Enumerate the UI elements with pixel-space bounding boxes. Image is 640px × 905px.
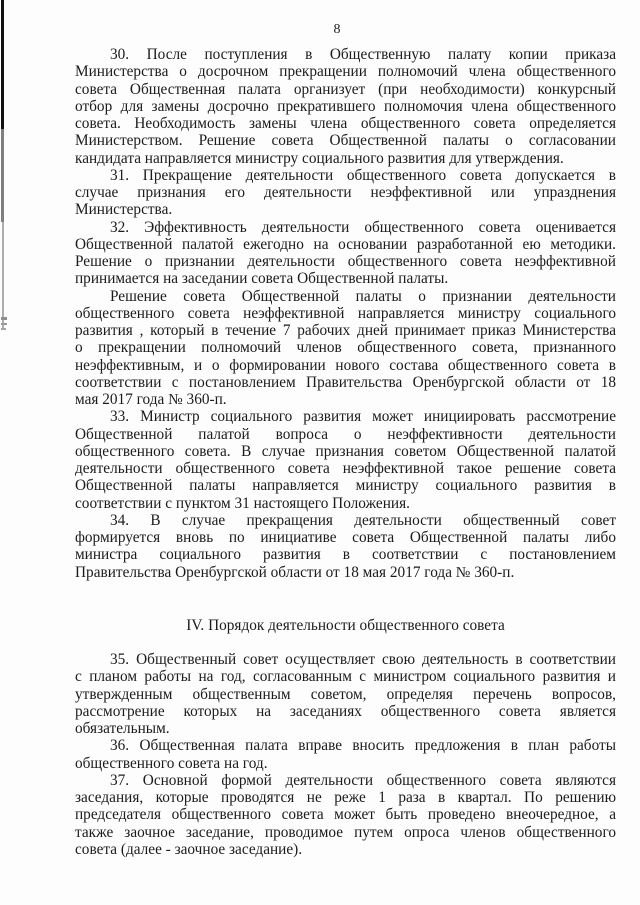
- text-line: 36. Общественная палата вправе вносить предложения в план работы: [110, 737, 616, 755]
- text-line: 35. Общественный совет осуществляет свою деятельность в соответствии: [110, 651, 616, 668]
- text-line: 33. Министр социального развития может инициировать рассмотрение: [110, 408, 616, 426]
- text-line: принимается на заседании совета Общественной палаты.: [75, 270, 449, 288]
- paragraph: [75, 288, 616, 409]
- text-line: председателя общественного совета может быть проведено внеочередное, а: [75, 806, 616, 824]
- text-line: 34. В случае прекращения деятельности общественный совет: [110, 511, 616, 529]
- scan-edge-tick: [1, 317, 7, 320]
- scan-edge-tick: [1, 323, 7, 325]
- text-line: отбор для замены досрочно прекратившего полномочия члена общественного: [75, 97, 616, 115]
- text-line: утвержденным общественным советом, определяя перечень вопросов,: [75, 685, 616, 703]
- text-line: 32. Эффективность деятельности общественного совета оценивается: [110, 218, 616, 236]
- paragraph: [75, 772, 616, 858]
- text-line: Общественной палатой вопроса о неэффективности деятельности: [75, 425, 616, 443]
- text-line: деятельности общественного совета неэффективной такое решение совета: [75, 460, 616, 477]
- page-number: 8: [333, 22, 341, 37]
- text-line: случае признания его деятельности неэффективной или упразднения: [75, 184, 616, 201]
- text-line: общественного совета на год.: [75, 754, 268, 772]
- text-content: [75, 46, 616, 858]
- text-line: мая 2017 года № 360-п.: [75, 391, 227, 408]
- paragraph: [75, 512, 616, 581]
- text-line: обязательным.: [75, 720, 170, 737]
- text-line: совета (далее - заочное заседание).: [75, 840, 303, 858]
- text-line: 31. Прекращение деятельности общественного совета допускается в: [110, 166, 616, 184]
- text-line: неэффективным, и о формировании нового состава общественного совета в: [75, 356, 616, 374]
- text-line: соответствии с пунктом 31 настоящего Положения.: [75, 494, 410, 512]
- text-line: совета Общественная палата организует (при необходимости) конкурсный: [75, 80, 616, 98]
- paragraph: [75, 167, 616, 219]
- paragraph: [75, 737, 616, 772]
- text-line: с планом работы на год, согласованным с министром социального развития и: [75, 668, 616, 686]
- text-line: кандидата направляется министру социального развития для утверждения.: [75, 149, 564, 167]
- section-heading: IV. Порядок деятельности общественного совета: [186, 616, 505, 634]
- text-line: министра социального развития в соответствии с постановлением: [75, 546, 616, 564]
- text-line: Министерством. Решение совета Общественной палаты о согласовании: [75, 132, 616, 150]
- text-line: развития , который в течение 7 рабочих дней принимает приказ Министерства: [75, 322, 616, 339]
- text-line: о прекращении полномочий членов общественного совета, признанного: [75, 339, 616, 357]
- text-line: Решение о признании деятельности общественного совета неэффективной: [75, 253, 616, 270]
- text-line: также заочное заседание, проводимое путем опроса членов общественного: [75, 823, 616, 841]
- text-line: Министерства о досрочном прекращении полномочий члена общественного: [75, 63, 616, 81]
- paragraph: [75, 408, 616, 512]
- scan-edge-artifact: [1, 0, 4, 129]
- paragraph: [75, 651, 616, 737]
- text-line: Правительства Оренбургской области от 18 мая 2017 года № 360-п.: [75, 563, 515, 581]
- text-line: совета. Необходимость замены члена общественного совета определяется: [75, 115, 616, 132]
- scan-edge-tick: [1, 328, 6, 330]
- text-line: Решение совета Общественной палаты о признании деятельности: [110, 287, 616, 305]
- text-line: заседания, которые проводятся не реже 1 раза в квартал. По решению: [75, 789, 616, 806]
- text-line: общественного совета. В случае признания советом Общественной палатой: [75, 442, 616, 460]
- scan-edge-artifact: [2, 222, 4, 328]
- text-line: формируется вновь по инициативе совета Общественной палаты либо: [75, 529, 616, 546]
- text-line: рассмотрение которых на заседаниях общественного совета является: [75, 702, 616, 720]
- text-line: соответствии с постановлением Правительства Оренбургской области от 18: [75, 373, 616, 391]
- text-line: 30. После поступления в Общественную палату копии приказа: [110, 46, 616, 63]
- text-line: Общественной палатой ежегодно на основании разработанной ею методики.: [75, 235, 616, 253]
- paragraph: [75, 46, 616, 167]
- paragraph: [75, 219, 616, 288]
- scan-edge-artifact: [1, 129, 4, 222]
- text-line: Общественной палаты направляется министру социального развития в: [75, 477, 616, 495]
- text-line: общественного совета неэффективной направляется министру социального: [75, 304, 616, 322]
- text-line: 37. Основной формой деятельности общественного совета являются: [110, 771, 616, 789]
- text-line: Министерства.: [75, 201, 173, 219]
